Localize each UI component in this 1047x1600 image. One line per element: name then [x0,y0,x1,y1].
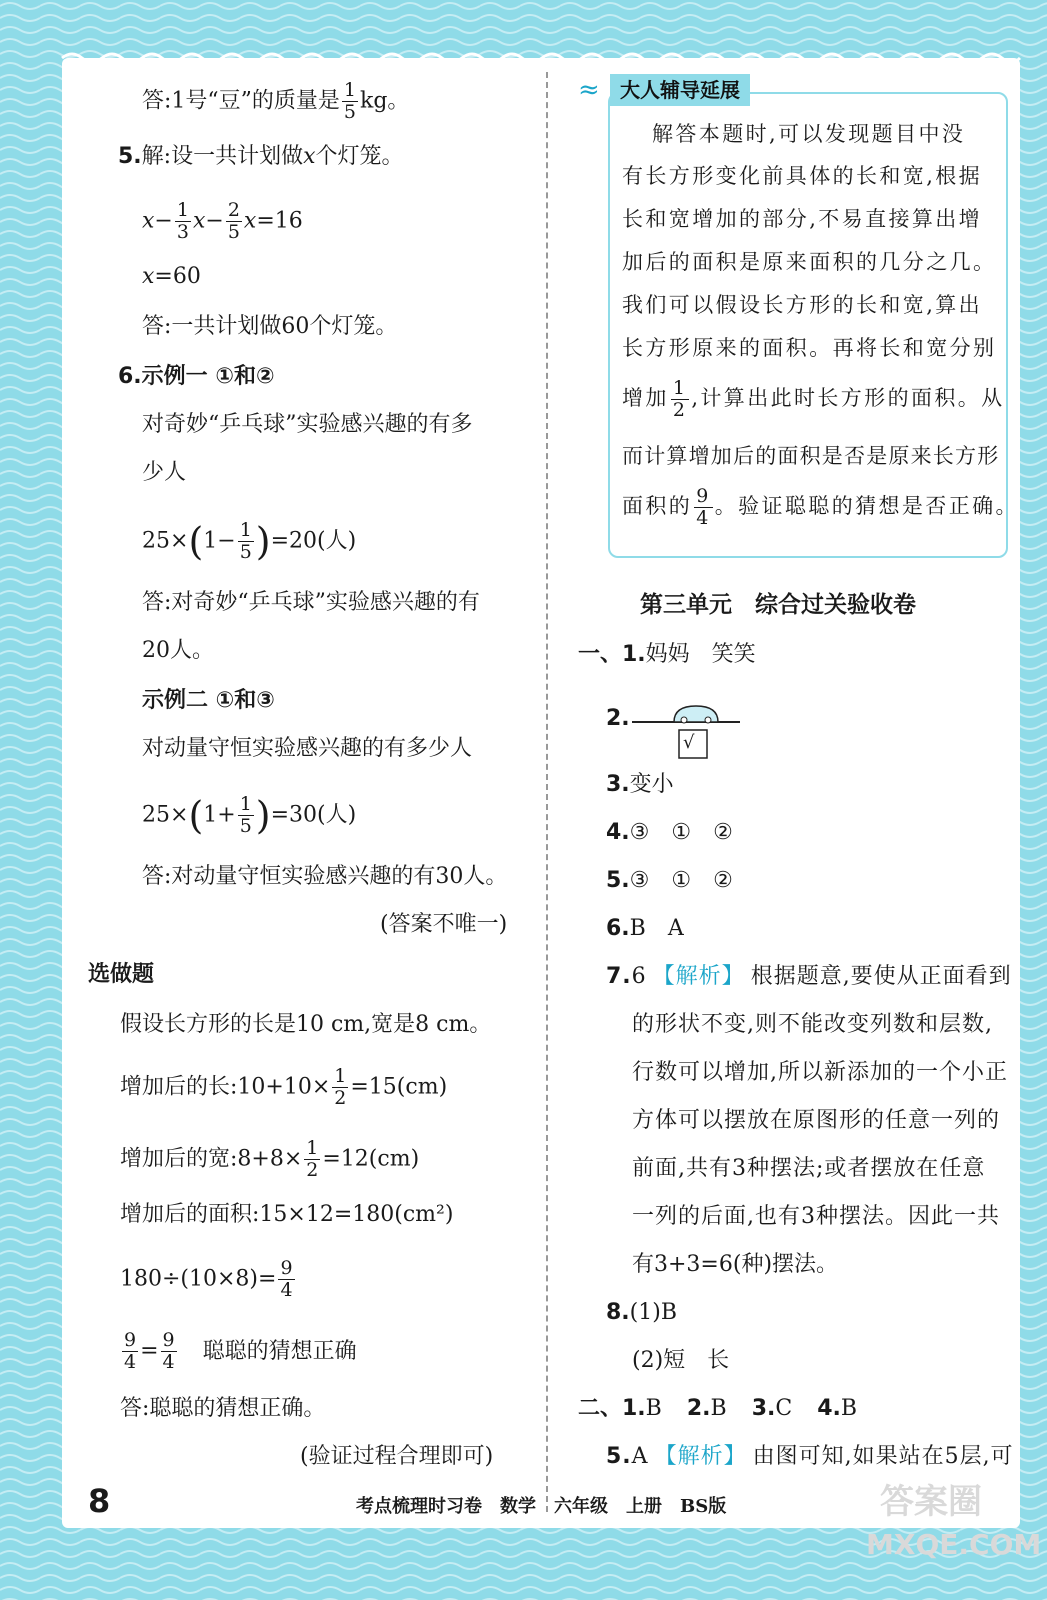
optional-title: 选做题 [88,962,155,987]
question-6: 6.示例一 ①和② [118,364,275,389]
parent-guide-title: 大人辅导延展 [610,74,750,106]
section1-q1: 一、1.妈妈 笑笑 [578,642,756,667]
answer-5: 答:一共计划做60个灯笼。 [142,314,398,339]
equation-1: x− $\frac{1}{3}$ x− $\frac{2}{5}$ x=16 [142,199,303,243]
section1-q4: 4.③ ① ② [606,820,733,845]
watermark-url: MXQE.COM [866,1528,1042,1561]
section1-q8b: (2)短 长 [632,1348,730,1373]
guide-line-9: 面积的 $\frac{9}{4}$ 。验证聪聪的猜想是否正确。 [622,485,1019,529]
guide-line-3: 长和宽增加的部分,不易直接算出增 [622,207,983,231]
optional-answer: 答:聪聪的猜想正确。 [120,1396,326,1421]
optional-line-5: 180÷(10×8)= $\frac{9}{4}$ [120,1257,293,1301]
unit-title: 第三单元 综合过关验收卷 [640,592,916,618]
column-divider [546,72,548,1512]
watermark-logo: 答案圈 [880,1482,982,1522]
q6-answer-2: 答:对动量守恒实验感兴趣的有30人。 [142,864,508,889]
section2-answers: 二、1.B 2.B 3.C 4.B [578,1396,858,1421]
guide-line-5: 我们可以假设长方形的长和宽,算出 [622,293,983,317]
guide-line-6: 长方形原来的面积。再将长和宽分别 [622,336,997,360]
check-mark: √ [683,732,695,753]
optional-line-4: 增加后的面积:15×12=180(cm²) [120,1202,454,1227]
wave-icon: ≈ [578,75,600,105]
optional-line-2: 增加后的长:10+10× $\frac{1}{2}$ =15(cm) [120,1065,448,1109]
section1-q8a: 8.(1)B [606,1300,678,1325]
q6-text-2: 少人 [142,460,187,485]
section2-q5: 5.A 【解析】 由图可知,如果站在5层,可 [606,1444,1014,1469]
optional-line-6: $\frac{9}{4}$ = $\frac{9}{4}$ 聪聪的猜想正确 [124,1329,357,1373]
q7-line-4: 方体可以摆放在原图形的任意一列的 [632,1108,1001,1133]
section1-q2: 2. [606,706,630,731]
q6-answer-1a: 答:对奇妙“乒乓球”实验感兴趣的有 [142,590,480,615]
q6-equation-2: 25×(1+ $\frac{1}{5}$ )=30(人) [142,793,357,838]
q6-text-3: 对动量守恒实验感兴趣的有多少人 [142,736,473,761]
q7-line-3: 行数可以增加,所以新添加的一个小正 [632,1060,1008,1085]
book-title: 考点梳理时习卷 数学 六年级 上册 BS版 [356,1496,727,1517]
question-5: 5.解:设一共计划做x个灯笼。 [118,144,404,169]
guide-line-7: 增加 $\frac{1}{2}$ ,计算出此时长方形的面积。从 [622,377,1005,421]
parent-guide-header [578,74,788,108]
optional-line-3: 增加后的宽:8+8× $\frac{1}{2}$ =12(cm) [120,1137,420,1181]
optional-line-1: 假设长方形的长是10 cm,宽是8 cm。 [120,1012,492,1037]
section1-q3: 3.变小 [606,772,674,797]
note-reasonable: (验证过程合理即可) [300,1444,494,1469]
analysis-tag: 【解析】 [654,1444,747,1469]
page-number: 8 [88,1482,111,1520]
analysis-tag: 【解析】 [652,964,745,989]
q7-line-5: 前面,共有3种摆法;或者摆放在任意 [632,1156,986,1181]
q6-text-1: 对奇妙“乒乓球”实验感兴趣的有多 [142,412,473,437]
section1-q7: 7.6 【解析】 根据题意,要使从正面看到 [606,964,1012,989]
q7-line-6: 一列的后面,也有3种摆法。因此一共 [632,1204,1000,1229]
equation-2: x=60 [142,264,201,289]
note-not-unique: (答案不唯一) [380,912,508,937]
q6-example-2: 示例二 ①和③ [142,688,275,713]
answer-line-4: 答:1号“豆”的质量是 $\frac{1}{5}$ kg。 [142,79,410,123]
q7-line-7: 有3+3=6(种)摆法。 [632,1252,839,1277]
section1-q5: 5.③ ① ② [606,868,733,893]
guide-line-1: 解答本题时,可以发现题目中没 [652,122,966,146]
fraction: $\frac{1}{5}$ [343,79,356,123]
q7-line-2: 的形状不变,则不能改变列数和层数, [632,1012,993,1037]
guide-line-8: 而计算增加后的面积是否是原来长方形 [622,444,1000,468]
guide-line-4: 加后的面积是原来面积的几分之几。 [622,250,997,274]
q6-equation-1: 25×(1− $\frac{1}{5}$ )=20(人) [142,519,357,564]
q6-answer-1b: 20人。 [142,638,214,663]
guide-line-2: 有长方形变化前具体的长和宽,根据 [622,164,983,188]
section1-q6: 6.B A [606,916,684,941]
